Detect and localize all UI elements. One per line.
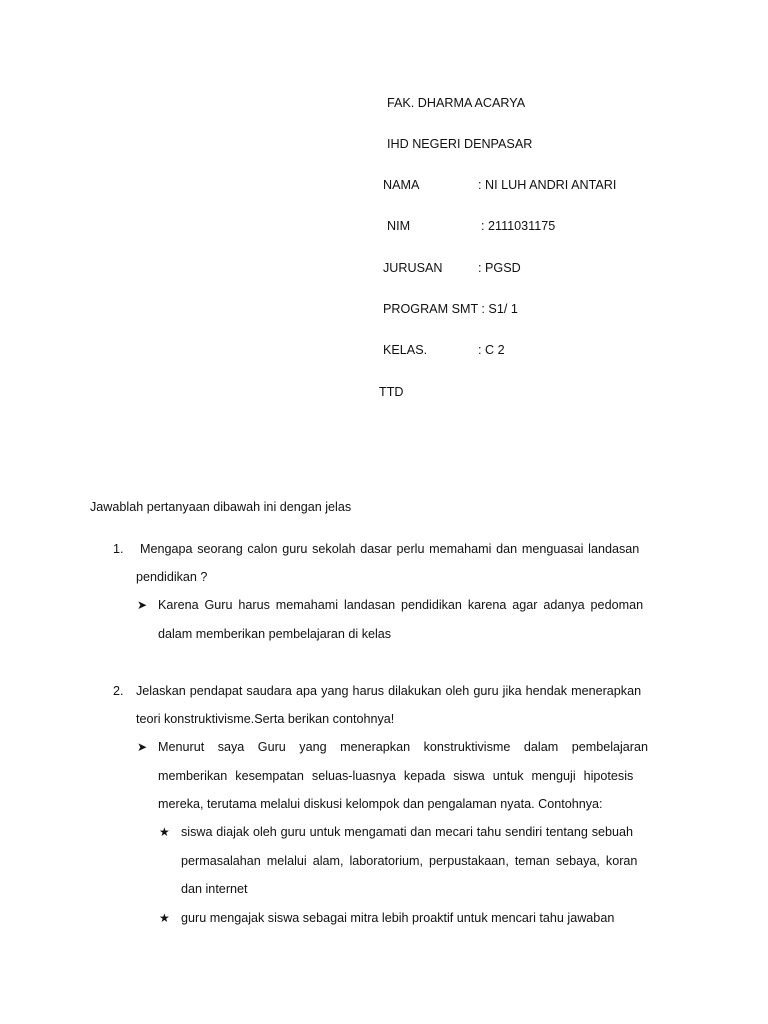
- answer-text-line: Karena Guru harus memahami landasan pendidikan karena agar adanya pedoman: [158, 598, 644, 612]
- program-semester: PROGRAM SMT : S1/ 1: [383, 302, 518, 316]
- jurusan-value: : PGSD: [478, 261, 521, 275]
- signature-label: TTD: [379, 385, 404, 399]
- institution-title: IHD NEGERI DENPASAR: [387, 137, 533, 151]
- question-number: 1.: [113, 542, 124, 556]
- answer-text-line: Menurut saya Guru yang menerapkan konstruktivisme dalam pembelajaran: [158, 740, 649, 754]
- answer-text-line: mereka, terutama melalui diskusi kelompok dan pengalaman nyata. Contohnya:: [158, 797, 603, 811]
- nama-value: : NI LUH ANDRI ANTARI: [478, 178, 617, 192]
- example-text-line: permasalahan melalui alam, laboratorium, perpustakaan, teman sebaya, koran: [181, 854, 638, 868]
- question-text-line: Jelaskan pendapat saudara apa yang harus dilakukan oleh guru jika hendak menerapkan: [136, 684, 642, 698]
- example-text-line: siswa diajak oleh guru untuk mengamati dan mecari tahu sendiri tentang sebuah: [181, 825, 634, 839]
- kelas-label: KELAS.: [383, 343, 428, 357]
- answer-text-line: dalam memberikan pembelajaran di kelas: [158, 627, 392, 641]
- question-text-line: teori konstruktivisme.Serta berikan contohnya!: [136, 712, 395, 726]
- question-number: 2.: [113, 684, 124, 698]
- example-text-line: guru mengajak siswa sebagai mitra lebih proaktif untuk mencari tahu jawaban: [181, 911, 615, 925]
- example-text-line: dan internet: [181, 882, 248, 896]
- kelas-value: : C 2: [478, 343, 505, 357]
- instruction-text: Jawablah pertanyaan dibawah ini dengan jelas: [90, 500, 352, 514]
- nim-label: NIM: [387, 219, 411, 233]
- question-text-line: pendidikan ?: [136, 570, 208, 584]
- jurusan-label: JURUSAN: [383, 261, 443, 275]
- star-bullet-icon: ★: [159, 825, 170, 839]
- answer-text-line: memberikan kesempatan seluas-luasnya kepada siswa untuk menguji hipotesis: [158, 769, 634, 783]
- arrowhead-bullet-icon: ➤: [137, 740, 148, 754]
- faculty-title: FAK. DHARMA ACARYA: [387, 96, 526, 110]
- nama-label: NAMA: [383, 178, 420, 192]
- star-bullet-icon: ★: [159, 911, 170, 925]
- nim-value: : 2111031175: [481, 219, 556, 233]
- arrowhead-bullet-icon: ➤: [137, 598, 148, 612]
- question-text-line: Mengapa seorang calon guru sekolah dasar perlu memahami dan menguasai landasan: [140, 542, 640, 556]
